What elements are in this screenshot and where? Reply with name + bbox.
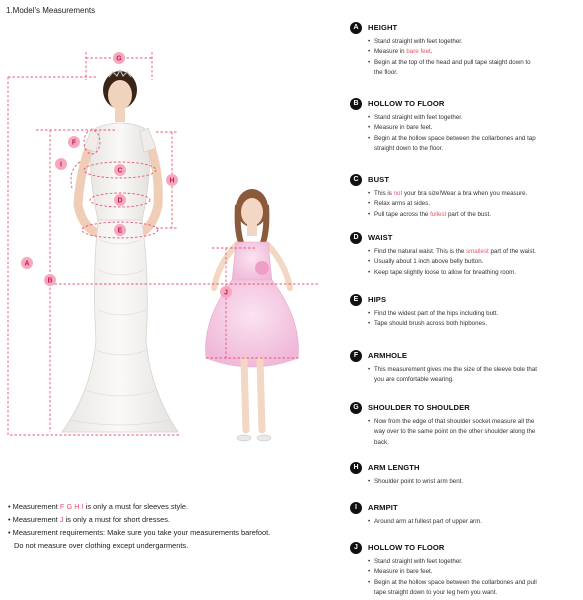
letter-badge-d: D: [350, 232, 362, 244]
measurement-title: ARM LENGTH: [368, 463, 420, 472]
letter-badge-e: E: [350, 294, 362, 306]
bride-figure: [62, 70, 178, 432]
label-i: [55, 158, 67, 170]
letter-badge-g: G: [350, 402, 362, 414]
svg-text:G: G: [116, 55, 122, 63]
page-title: 1.Model's Measurements: [6, 6, 96, 15]
label-g: [113, 52, 125, 64]
instruction-line: you are comfortable wearing.: [374, 376, 454, 384]
note-sleeves: • Measurement F G H I is only a must for sleeves style.: [8, 502, 189, 511]
measurement-h: [350, 462, 578, 487]
svg-text:F: F: [71, 139, 77, 147]
measurement-c: [350, 174, 578, 220]
measurement-title: SHOULDER TO SHOULDER: [368, 403, 470, 412]
note-undergarments: Do not measure over clothing except undergarments.: [14, 541, 189, 550]
measurement-title: HOLLOW TO FLOOR: [368, 99, 445, 108]
letter-badge-j: J: [350, 542, 362, 554]
label-h: [166, 174, 178, 186]
measurement-illustration: [0, 20, 340, 460]
measurement-a: [350, 22, 578, 79]
measurement-d: [350, 232, 578, 278]
instruction-line: • Measure in bare feet.: [368, 123, 578, 133]
measurement-title: BUST: [368, 175, 390, 184]
instruction-line: • Shoulder point to wrist arm bent.: [368, 477, 578, 487]
instruction-line: tape straight down to your leg hem you want.: [374, 589, 498, 597]
measurement-notes: [8, 500, 338, 552]
instruction-line: • Find the natural waist. This is the smallest part of the waist.: [368, 247, 578, 257]
girl-figure: [206, 189, 299, 441]
instruction-line: • Usually about 1 inch above belly button.: [368, 257, 578, 267]
measurement-title: ARMPIT: [368, 503, 398, 512]
note-requirements: • Measurement requirements: Make sure you take your measurements barefoot.: [8, 528, 271, 537]
svg-text:H: H: [169, 177, 175, 185]
instruction-line: • Stand straight with feet together.: [368, 37, 578, 47]
measurement-title: HOLLOW TO FLOOR: [368, 543, 445, 552]
letter-badge-f: F: [350, 350, 362, 362]
instruction-line: • This measurement gives me the size of the sleeve bole that: [368, 365, 578, 375]
instruction-line: • Measure in bare feet.: [368, 567, 578, 577]
letter-badge-h: H: [350, 462, 362, 474]
measurement-i: [350, 502, 578, 527]
letter-badge-a: A: [350, 22, 362, 34]
instruction-line: • Tape should brush across both hipbones.: [368, 319, 578, 329]
instruction-line: • This is not your bra size!Wear a bra when you measure.: [368, 189, 578, 199]
instruction-line: • Stand straight with feet together.: [368, 557, 578, 567]
measurement-b: [350, 98, 578, 155]
instruction-line: • Begin at the hollow space between the collarbones and pull: [368, 578, 578, 588]
svg-text:C: C: [117, 167, 123, 175]
letter-badge-i: I: [350, 502, 362, 514]
letter-badge-c: C: [350, 174, 362, 186]
measurement-title: ARMHOLE: [368, 351, 408, 360]
instruction-line: • Measure in bare feet.: [368, 47, 578, 57]
svg-text:E: E: [117, 227, 123, 235]
instruction-line: • Begin at the top of the head and pull tape staight down to: [368, 58, 578, 68]
measurement-title: WAIST: [368, 233, 393, 242]
measurement-title: HEIGHT: [368, 23, 398, 32]
note-short-dress: • Measurement J is only a must for short dresses.: [8, 515, 170, 524]
label-f: [68, 136, 80, 148]
label-c: [114, 164, 126, 176]
letter-badge-b: B: [350, 98, 362, 110]
instruction-line: straight down to the floor.: [374, 145, 444, 153]
label-b: [44, 274, 56, 286]
label-a: [21, 257, 33, 269]
instruction-line: • Stand straight with feet together.: [368, 113, 578, 123]
measurement-f: [350, 350, 578, 386]
instruction-line: back.: [374, 438, 389, 446]
svg-text:B: B: [47, 277, 53, 285]
instruction-line: way over to the same point on the other shoulder along the: [374, 428, 536, 436]
svg-text:D: D: [117, 197, 123, 205]
measurement-title: HIPS: [368, 295, 387, 304]
svg-text:J: J: [224, 289, 228, 297]
label-j: [220, 286, 232, 298]
svg-text:I: I: [60, 161, 62, 169]
measurement-g: [350, 402, 578, 448]
instruction-line: • Now from the edge of that shoulder socket measure all the: [368, 417, 578, 427]
svg-text:A: A: [24, 260, 30, 268]
instruction-line: • Around arm at fullest part of upper arm.: [368, 517, 578, 527]
instruction-line: • Find the widest part of the hips including butt.: [368, 309, 578, 319]
instruction-line: • Pull tape across the fullest part of the bust.: [368, 210, 578, 220]
label-d: [114, 194, 126, 206]
measurement-j: [350, 542, 578, 599]
measurement-e: [350, 294, 578, 330]
instruction-line: • Keep tape slightly loose to allow for breathing room.: [368, 268, 578, 278]
instruction-line: • Begin at the hollow space between the collarbones and tap: [368, 134, 578, 144]
label-e: [114, 224, 126, 236]
instruction-line: the floor.: [374, 69, 398, 77]
instruction-line: • Relax arms at sides.: [368, 199, 578, 209]
